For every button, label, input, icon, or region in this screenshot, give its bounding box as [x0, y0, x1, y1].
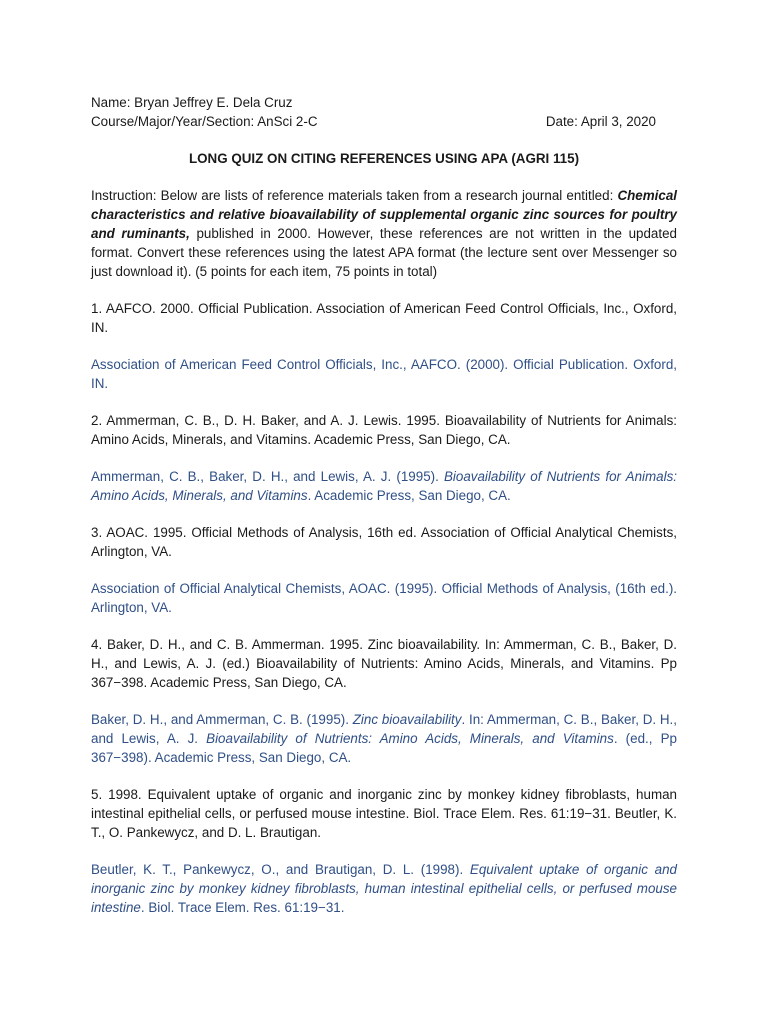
reference-original-5: 5. 1998. Equivalent uptake of organic and inorganic zinc by monkey kidney fibroblasts, human intestinal epithelial cells, or perfused mouse intestine. Biol. Trace Elem. Res. 61:19−31. Beutler, K. T., O. Pankewycz, and D. L. Brautigan.: [91, 787, 677, 840]
answer-4-publisher: . (ed., Pp 367−398). Academic Press, San Diego, CA.: [91, 731, 677, 765]
document-page: [91, 93, 677, 917]
document-title: LONG QUIZ ON CITING REFERENCES USING APA (AGRI 115): [188, 151, 580, 166]
answer-4-editors: . In: Ammerman, C. B., Baker, D. H., and Lewis, A. J.: [91, 712, 677, 746]
instruction-paragraph: [91, 186, 677, 281]
answer-2-title: Bioavailability of Nutrients for Animals: Amino Acids, Minerals, and Vitamins: [91, 469, 677, 503]
reference-original-2: 2. Ammerman, C. B., D. H. Baker, and A. J. Lewis. 1995. Bioavailability of Nutrients for Animals: Amino Acids, Minerals, and Vitamins. Academic Press, San Diego, CA.: [91, 413, 677, 447]
answer-2-authors: Ammerman, C. B., Baker, D. H., and Lewis, A. J. (1995).: [91, 469, 444, 484]
reference-answer-4: [91, 710, 677, 767]
answer-5-title: Equivalent uptake of organic and inorganic zinc by monkey kidney fibroblasts, human intestinal epithelial cells, or perfused mouse intestine: [91, 862, 677, 915]
course-section: Course/Major/Year/Section: AnSci 2-C: [91, 114, 318, 129]
reference-answer-2: [91, 467, 677, 505]
answer-5-authors: Beutler, K. T., Pankewycz, O., and Brautigan, D. L. (1998).: [91, 862, 470, 877]
student-name: Name: Bryan Jeffrey E. Dela Cruz: [91, 95, 293, 110]
answer-2-publisher: . Academic Press, San Diego, CA.: [307, 488, 511, 503]
instruction-rest: published in 2000. However, these references are not written in the updated format. Convert these references using the latest APA format (the lecture sent over Messenger so just download it). (5 points for each item, 75 points in total): [91, 226, 677, 279]
course-date-row: [91, 112, 677, 131]
journal-title: Chemical characteristics and relative bioavailability of supplemental organic zinc sources for poultry and ruminants,: [91, 188, 677, 241]
answer-4-authors: Baker, D. H., and Ammerman, C. B. (1995).: [91, 712, 353, 727]
reference-original-1: 1. AAFCO. 2000. Official Publication. Association of American Feed Control Officials, Inc., Oxford, IN.: [91, 301, 677, 335]
instruction-intro: Instruction: Below are lists of reference materials taken from a research journal entitled:: [91, 188, 618, 203]
reference-answer-3: Association of Official Analytical Chemists, AOAC. (1995). Official Methods of Analysis, (16th ed.). Arlington, VA.: [91, 581, 677, 615]
reference-original-3: 3. AOAC. 1995. Official Methods of Analysis, 16th ed. Association of Official Analytical Chemists, Arlington, VA.: [91, 525, 677, 559]
reference-answer-1: Association of American Feed Control Officials, Inc., AAFCO. (2000). Official Publication. Oxford, IN.: [91, 357, 677, 391]
reference-original-4: 4. Baker, D. H., and C. B. Ammerman. 1995. Zinc bioavailability. In: Ammerman, C. B., Baker, D. H., and Lewis, A. J. (ed.) Bioavailability of Nutrients: Amino Acids, Minerals, and Vitamins. Pp 367−398. Academic Press, San Diego, CA.: [91, 637, 677, 690]
reference-answer-5: [91, 860, 677, 917]
answer-4-chapter-title: Zinc bioavailability: [352, 712, 462, 727]
answer-4-book-title: Bioavailability of Nutrients: Amino Acids, Minerals, and Vitamins: [206, 731, 614, 746]
answer-5-journal: . Biol. Trace Elem. Res. 61:19−31.: [140, 900, 345, 915]
quiz-date: Date: April 3, 2020: [545, 114, 656, 129]
